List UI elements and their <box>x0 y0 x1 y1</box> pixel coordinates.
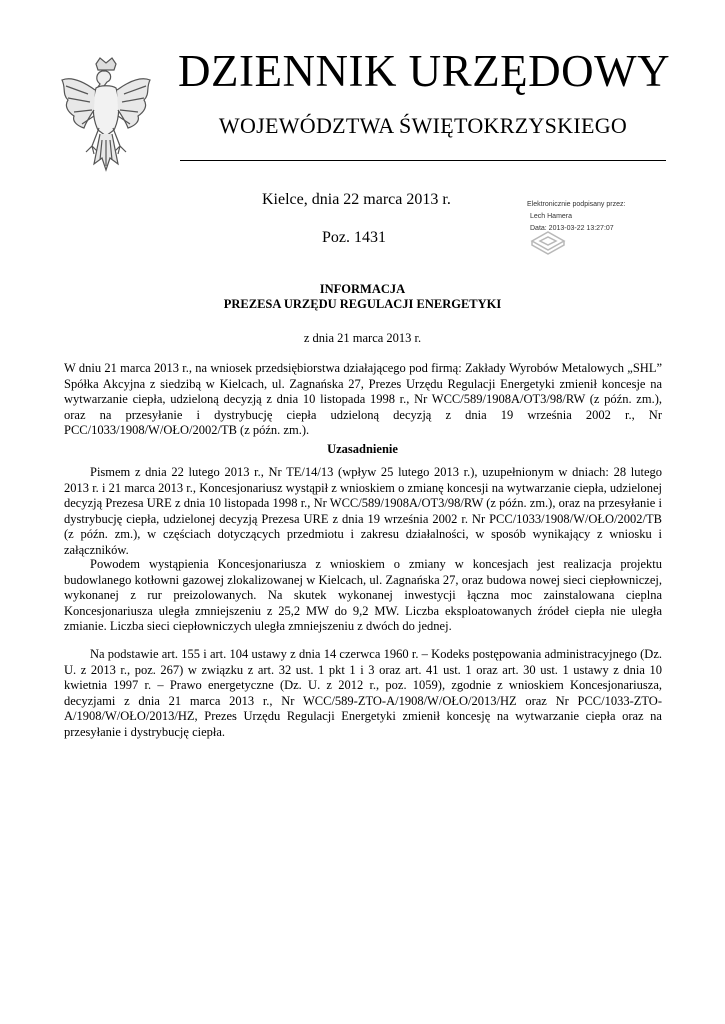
document-heading-line1: INFORMACJA <box>319 282 406 296</box>
paragraph-intro: W dniu 21 marca 2013 r., na wniosek przedsiębiorstwa działającego pod firmą: Zakłady Wyrobów Metalowych „SHL” Spółka Akcyjna z siedzibą w Kielcach, ul. Zagnańska 27, Prezes Urzędu Regulacji Energetyki zmienił koncesje na wytwarzanie ciepła, udzieloną decyzją z dnia 10 listopada 1998 r., Nr WCC/589/1908A/OT3/98/RW (z późn. zm.), oraz na przesyłanie i dystrybucję ciepła udzieloną decyzją z dnia 19 września 2002 r., Nr PCC/1033/1908/W/OŁO/2002/TB (z późn. zm.). <box>64 361 662 437</box>
header-divider <box>180 160 666 161</box>
signature-signer: Lech Hamera <box>530 213 573 220</box>
signature-date: Data: 2013-03-22 13:27:07 <box>530 225 614 232</box>
signature-logo-icon <box>528 229 568 255</box>
signature-label: Elektronicznie podpisany przez: <box>527 201 626 208</box>
position-number: Poz. 1431 <box>322 229 386 246</box>
document-date: z dnia 21 marca 2013 r. <box>303 331 422 345</box>
paragraph-legal-basis: Na podstawie art. 155 i art. 104 ustawy z dnia 14 czerwca 1960 r. – Kodeks postępowania administracyjnego (Dz. U. z 2013 r., poz. 267) w związku z art. 32 ust. 1 pkt 1 i 3 oraz art. 41 ust. 1 oraz art. 30 ust. 1 ustawy z dnia 10 kwietnia 1997 r. – Prawo energetyczne (Dz. U. z 2012 r., poz. 1059), zgodnie z wnioskiem Koncesjonariusza, decyzjami z dnia 21 marca 2013 r., Nr WCC/589-ZTO-A/1908/W/OŁO/2013/HZ oraz Nr PCC/1033-ZTO-A/1908/W/OŁO/2013/HZ, Prezes Urzędu Regulacji Energetyki zmienił koncesję na wytwarzanie ciepła oraz na przesyłanie i dystrybucję ciepła. <box>64 647 662 739</box>
journal-title: DZIENNIK URZĘDOWY <box>178 46 671 96</box>
document-heading-line2: PREZESA URZĘDU REGULACJI ENERGETYKI <box>223 297 502 311</box>
justification-heading: Uzasadnienie <box>327 442 398 456</box>
journal-subtitle: WOJEWÓDZTWA ŚWIĘTOKRZYSKIEGO <box>218 113 628 138</box>
paragraph-application: Pismem z dnia 22 lutego 2013 r., Nr TE/14/13 (wpływ 25 lutego 2013 r.), uzupełnionym w dniach: 28 lutego 2013 r. i 21 marca 2013 r., Koncesjonariusz wystąpił z wnioskiem o zmianę koncesji na wytwarzanie ciepła, udzielonej decyzją Prezesa URE z dnia 10 listopada 1998 r., Nr WCC/589/1908A/OT3/98/RW (z późn. zm.), oraz na przesyłanie i dystrybucję ciepła, udzielonej decyzją Prezesa URE z dnia 19 września 2002 r. Nr PCC/1033/1908/W/OŁO/2002/TB (z późn. zm.), w częściach dotyczących przedmiotu i zakresu działalności, w sposób wynikający z wniosku i załączników. <box>64 465 662 557</box>
paragraph-reason: Powodem wystąpienia Koncesjonariusza z wnioskiem o zmiany w koncesjach jest realizacja projektu budowlanego kotłowni gazowej zlokalizowanej w Kielcach, ul. Zagnańska 27, oraz budowa nowej sieci ciepłowniczej, wykonanej z rur preizolowanych. Na skutek wykonanej inwestycji łączna moc zainstalowana cieplna Koncesjonariusza uległa zmniejszeniu z 25,2 MW do 9,2 MW. Liczba eksploatowanych źródeł ciepła nie uległa zmianie. Liczba sieci ciepłowniczych uległa zmniejszeniu z dwóch do jednej. <box>64 557 662 633</box>
polish-eagle-emblem-icon <box>58 56 154 174</box>
place-and-date: Kielce, dnia 22 marca 2013 r. <box>262 191 451 208</box>
